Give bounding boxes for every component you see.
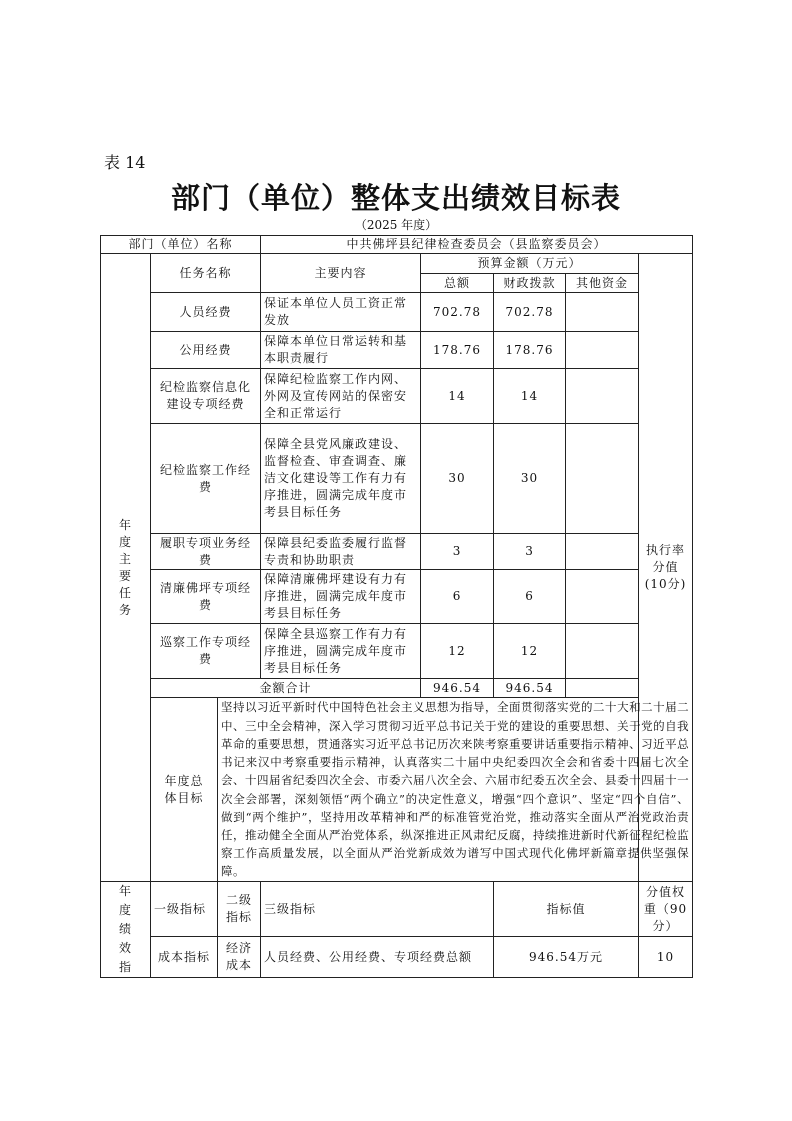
- level1-header: 一级指标: [151, 882, 218, 937]
- task-content: 保障清廉佛坪建设有力有序推进，圆满完成年度市考县目标任务: [261, 570, 421, 624]
- table-row: [101, 332, 693, 369]
- task-name: 人员经费: [151, 293, 261, 332]
- table-row: [101, 534, 693, 570]
- table-row: [101, 937, 693, 978]
- sum-row: [101, 679, 693, 698]
- sum-fiscal: 946.54: [494, 679, 566, 698]
- task-fiscal: 14: [494, 369, 566, 424]
- task-name: 履职专项业务经费: [151, 534, 261, 570]
- task-other: [566, 293, 639, 332]
- tasks-section-label: 年度主要任务: [101, 254, 151, 882]
- level2-header: 二级指标: [218, 882, 261, 937]
- task-other: [566, 424, 639, 534]
- other-header: 其他资金: [566, 274, 639, 293]
- task-content: 保障纪检监察工作内网、外网及宣传网站的保密安全和正常运行: [261, 369, 421, 424]
- sum-total: 946.54: [421, 679, 494, 698]
- task-content: 保障本单位日常运转和基本职责履行: [261, 332, 421, 369]
- task-name: 巡察工作专项经费: [151, 624, 261, 679]
- page-title: 部门（单位）整体支出绩效目标表: [170, 181, 621, 215]
- table-row: [101, 624, 693, 679]
- value-cell: 946.54万元: [494, 937, 639, 978]
- dept-name: 中共佛坪县纪律检查委员会（县监察委员会）: [261, 236, 693, 254]
- task-name-header: 任务名称: [151, 254, 261, 293]
- task-content: 保障县纪委监委履行监督专责和协助职责: [261, 534, 421, 570]
- rate-header: 执行率分值(10分): [639, 254, 693, 882]
- task-other: [566, 624, 639, 679]
- level3-header: 三级指标: [261, 882, 494, 937]
- sum-other: [566, 679, 639, 698]
- table-row: [101, 570, 693, 624]
- task-total: 702.78: [421, 293, 494, 332]
- dept-label: 部门（单位）名称: [101, 236, 261, 254]
- task-name: 纪检监察信息化建设专项经费: [151, 369, 261, 424]
- fiscal-header: 财政拨款: [494, 274, 566, 293]
- level2-cell: 经济成本: [218, 937, 261, 978]
- weight-header: 分值权重（90分）: [639, 882, 693, 937]
- task-fiscal: 3: [494, 534, 566, 570]
- task-other: [566, 332, 639, 369]
- table-row: [101, 424, 693, 534]
- task-fiscal: 702.78: [494, 293, 566, 332]
- task-fiscal: 12: [494, 624, 566, 679]
- task-total: 178.76: [421, 332, 494, 369]
- task-other: [566, 369, 639, 424]
- task-total: 30: [421, 424, 494, 534]
- table-row: [101, 293, 693, 332]
- table-row: [101, 369, 693, 424]
- task-name: 公用经费: [151, 332, 261, 369]
- task-content: 保障全县巡察工作有力有序推进，圆满完成年度市考县目标任务: [261, 624, 421, 679]
- task-name: 清廉佛坪专项经费: [151, 570, 261, 624]
- value-header: 指标值: [494, 882, 639, 937]
- sum-label: 金额合计: [151, 679, 421, 698]
- task-name: 纪检监察工作经费: [151, 424, 261, 534]
- task-total: 3: [421, 534, 494, 570]
- task-total: 14: [421, 369, 494, 424]
- task-other: [566, 570, 639, 624]
- task-content: 保证本单位人员工资正常发放: [261, 293, 421, 332]
- task-other: [566, 534, 639, 570]
- goal-label: 年度总体目标: [151, 698, 218, 882]
- content-header: 主要内容: [261, 254, 421, 293]
- level1-cell: 成本指标: [151, 937, 218, 978]
- table-number: 表 14: [104, 153, 146, 172]
- task-fiscal: 30: [494, 424, 566, 534]
- total-header: 总额: [421, 274, 494, 293]
- task-fiscal: 6: [494, 570, 566, 624]
- task-total: 6: [421, 570, 494, 624]
- task-fiscal: 178.76: [494, 332, 566, 369]
- task-total: 12: [421, 624, 494, 679]
- task-content: 保障全县党风廉政建设、监督检查、审查调查、廉洁文化建设等工作有力有序推进，圆满完成年度市考县目标任务: [261, 424, 421, 534]
- weight-cell: 10: [639, 937, 693, 978]
- budget-header: 预算金额（万元）: [421, 254, 639, 274]
- year-label: （2025 年度）: [354, 218, 438, 232]
- level3-cell: 人员经费、公用经费、专项经费总额: [261, 937, 494, 978]
- goal-text: 坚持以习近平新时代中国特色社会主义思想为指导，全面贯彻落实党的二十大和二十届二中、三中全会精神，深入学习贯彻习近平总书记关于党的建设的重要思想、关于党的自我革命的重要思想，贯通落实习近平总书记历次来陕考察重要讲话重要指示精神、习近平总书记来汉中考察重要指示精神，认真落实二十届中央纪委四次全会和省委十四届七次全会、十四届省纪委四次全会、市委六届八次全会、六届市纪委五次全会、县委十四届十一次全会部署，深刻领悟“两个确立”的决定性意义，增强“四个意识”、坚定“四个自信”、做到“两个维护”，坚持用改革精神和严的标准管党治党，推动落实全面从严治党政治责任，推动健全全面从严治党体系，纵深推进正风肃纪反腐，持续推进新时代新征程纪检监察工作高质量发展，以全面从严治党新成效为谱写中国式现代化佛坪新篇章提供坚强保障。: [218, 698, 693, 882]
- perf-label: 年度绩效指: [101, 882, 151, 978]
- performance-table: [100, 235, 693, 978]
